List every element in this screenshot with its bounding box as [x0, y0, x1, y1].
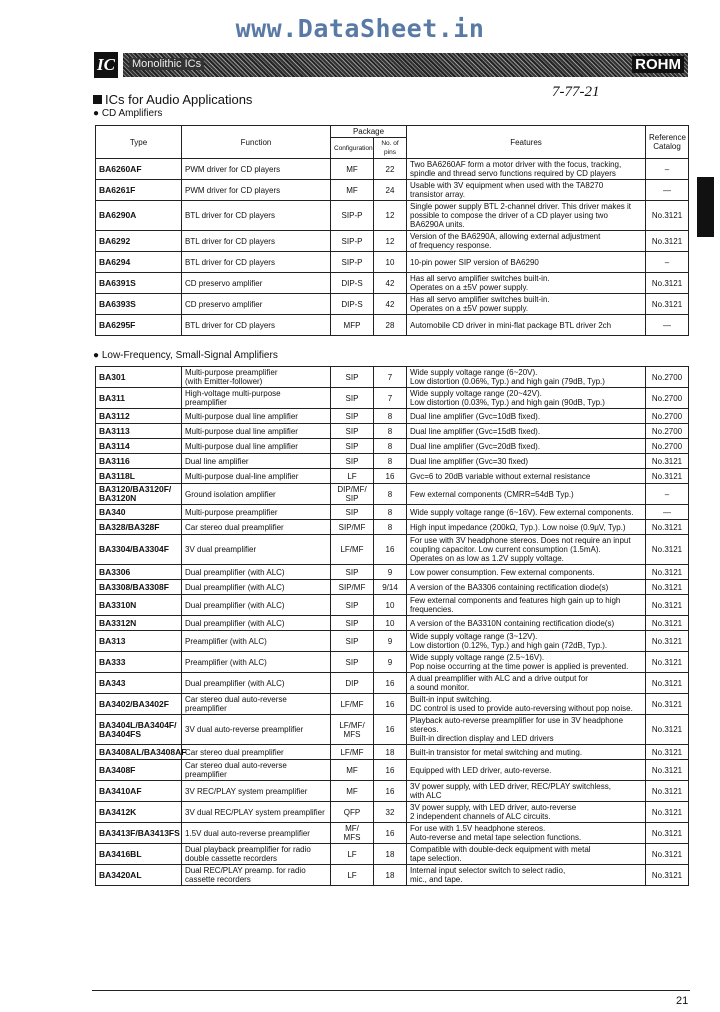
- reference-catalog-cell: No.3121: [646, 565, 689, 580]
- table-row: [96, 505, 689, 520]
- part-number-cell: BA6294: [96, 252, 182, 273]
- pin-count-cell: 8: [374, 424, 407, 439]
- package-config-cell: LF/MF/ MFS: [331, 715, 374, 745]
- table-row: [96, 315, 689, 336]
- part-number-cell: BA3112: [96, 409, 182, 424]
- features-cell: Usable with 3V equipment when used with the TA8270 transistor array.: [407, 180, 646, 201]
- part-number-cell: BA3308/BA3308F: [96, 580, 182, 595]
- package-config-cell: SIP: [331, 565, 374, 580]
- part-number-cell: BA6261F: [96, 180, 182, 201]
- part-number-cell: BA3113: [96, 424, 182, 439]
- pin-count-cell: 9: [374, 565, 407, 580]
- part-number-cell: BA301: [96, 367, 182, 388]
- reference-catalog-cell: No.3121: [646, 580, 689, 595]
- table-row: [96, 484, 689, 505]
- function-cell: Dual preamplifier (with ALC): [182, 595, 331, 616]
- table-row: [96, 469, 689, 484]
- handwritten-code: 7-77-21: [552, 84, 600, 100]
- reference-catalog-cell: No.3121: [646, 844, 689, 865]
- package-config-cell: DIP: [331, 673, 374, 694]
- table-row: [96, 715, 689, 745]
- package-config-cell: SIP: [331, 652, 374, 673]
- pin-count-cell: 8: [374, 409, 407, 424]
- col-ref: Reference Catalog: [646, 126, 689, 159]
- table-row: [96, 694, 689, 715]
- function-cell: Multi-purpose preamplifier (with Emitter-follower): [182, 367, 331, 388]
- reference-catalog-cell: No.3121: [646, 231, 689, 252]
- reference-catalog-cell: No.3121: [646, 745, 689, 760]
- package-config-cell: QFP: [331, 802, 374, 823]
- table-row: [96, 409, 689, 424]
- pin-count-cell: 12: [374, 201, 407, 231]
- function-cell: Dual preamplifier (with ALC): [182, 673, 331, 694]
- table-row: [96, 631, 689, 652]
- table-row: [96, 159, 689, 180]
- table-row: [96, 760, 689, 781]
- lf-amplifiers-table: [95, 366, 689, 886]
- features-cell: Low power consumption. Few external components.: [407, 565, 646, 580]
- pin-count-cell: 10: [374, 252, 407, 273]
- pin-count-cell: 10: [374, 616, 407, 631]
- pin-count-cell: 32: [374, 802, 407, 823]
- features-cell: Dual line amplifier (Gvc=15dB fixed).: [407, 424, 646, 439]
- part-number-cell: BA3120/BA3120F/ BA3120N: [96, 484, 182, 505]
- function-cell: Multi-purpose dual line amplifier: [182, 424, 331, 439]
- table-row: [96, 520, 689, 535]
- function-cell: BTL driver for CD players: [182, 231, 331, 252]
- function-cell: Multi-purpose preamplifier: [182, 505, 331, 520]
- reference-catalog-cell: No.2700: [646, 409, 689, 424]
- table-row: [96, 273, 689, 294]
- table-row: [96, 201, 689, 231]
- rohm-logo: ROHM: [632, 56, 684, 73]
- table-row: [96, 823, 689, 844]
- reference-catalog-cell: No.2700: [646, 367, 689, 388]
- part-number-cell: BA3310N: [96, 595, 182, 616]
- reference-catalog-cell: No.3121: [646, 823, 689, 844]
- package-config-cell: DIP-S: [331, 273, 374, 294]
- features-cell: 3V power supply, with LED driver, auto-reverse 2 independent channels of ALC circuits.: [407, 802, 646, 823]
- pin-count-cell: 9: [374, 652, 407, 673]
- function-cell: Car stereo dual auto-reverse preamplifier: [182, 760, 331, 781]
- package-config-cell: MFP: [331, 315, 374, 336]
- pin-count-cell: 7: [374, 388, 407, 409]
- features-cell: High input impedance (200kΩ, Typ.). Low noise (0.9μV, Typ.): [407, 520, 646, 535]
- function-cell: 3V dual preamplifier: [182, 535, 331, 565]
- function-cell: High-voltage multi-purpose preamplifier: [182, 388, 331, 409]
- pin-count-cell: 42: [374, 294, 407, 315]
- reference-catalog-cell: No.3121: [646, 201, 689, 231]
- part-number-cell: BA3416BL: [96, 844, 182, 865]
- package-config-cell: MF: [331, 180, 374, 201]
- pin-count-cell: 9/14: [374, 580, 407, 595]
- pin-count-cell: 16: [374, 673, 407, 694]
- reference-catalog-cell: —: [646, 180, 689, 201]
- package-config-cell: SIP: [331, 367, 374, 388]
- part-number-cell: BA3404L/BA3404F/ BA3404FS: [96, 715, 182, 745]
- pin-count-cell: 18: [374, 745, 407, 760]
- reference-catalog-cell: No.2700: [646, 439, 689, 454]
- function-cell: Car stereo dual preamplifier: [182, 745, 331, 760]
- features-cell: Few external components and features high gain up to high frequencies.: [407, 595, 646, 616]
- features-cell: Wide supply voltage range (6~16V). Few external components.: [407, 505, 646, 520]
- reference-catalog-cell: No.3121: [646, 694, 689, 715]
- features-cell: Dual line amplifier (Gvc=30 fixed): [407, 454, 646, 469]
- footer-rule: [92, 990, 690, 991]
- part-number-cell: BA3304/BA3304F: [96, 535, 182, 565]
- package-config-cell: SIP/MF: [331, 580, 374, 595]
- package-config-cell: SIP-P: [331, 231, 374, 252]
- reference-catalog-cell: No.2700: [646, 388, 689, 409]
- pin-count-cell: 16: [374, 823, 407, 844]
- banner-title: Monolithic ICs: [129, 58, 204, 70]
- table-row: [96, 454, 689, 469]
- features-cell: A version of the BA3310N containing rectification diode(s): [407, 616, 646, 631]
- function-cell: Dual preamplifier (with ALC): [182, 616, 331, 631]
- reference-catalog-cell: –: [646, 484, 689, 505]
- reference-catalog-cell: No.3121: [646, 802, 689, 823]
- col-type: Type: [96, 126, 182, 159]
- pin-count-cell: 28: [374, 315, 407, 336]
- table-row: [96, 424, 689, 439]
- table-row: [96, 781, 689, 802]
- table-row: [96, 294, 689, 315]
- function-cell: Dual playback preamplifier for radio double cassette recorders: [182, 844, 331, 865]
- package-config-cell: LF: [331, 469, 374, 484]
- function-cell: 3V REC/PLAY system preamplifier: [182, 781, 331, 802]
- pin-count-cell: 8: [374, 484, 407, 505]
- features-cell: Dual line amplifier (Gvc=20dB fixed).: [407, 439, 646, 454]
- package-config-cell: SIP: [331, 454, 374, 469]
- features-cell: Built-in transistor for metal switching and muting.: [407, 745, 646, 760]
- reference-catalog-cell: No.3121: [646, 631, 689, 652]
- features-cell: Built-in input switching. DC control is used to provide auto-reversing without pop noise.: [407, 694, 646, 715]
- table-row: [96, 439, 689, 454]
- pin-count-cell: 8: [374, 505, 407, 520]
- function-cell: BTL driver for CD players: [182, 201, 331, 231]
- reference-catalog-cell: —: [646, 315, 689, 336]
- page-number: 21: [676, 995, 689, 1007]
- table-row: [96, 595, 689, 616]
- pin-count-cell: 16: [374, 760, 407, 781]
- function-cell: Multi-purpose dual-line amplifier: [182, 469, 331, 484]
- cd-amplifiers-table: [95, 125, 689, 336]
- pin-count-cell: 16: [374, 694, 407, 715]
- features-cell: Version of the BA6290A, allowing external adjustment of frequency response.: [407, 231, 646, 252]
- features-cell: Single power supply BTL 2-channel driver. This driver makes it possible to compose the driver of a CD player using two BA6290A units.: [407, 201, 646, 231]
- features-cell: Has all servo amplifier switches built-in. Operates on a ±5V power supply.: [407, 273, 646, 294]
- reference-catalog-cell: No.3121: [646, 273, 689, 294]
- pin-count-cell: 16: [374, 715, 407, 745]
- table-row: [96, 231, 689, 252]
- ic-logo: IC: [94, 52, 118, 78]
- part-number-cell: BA3402/BA3402F: [96, 694, 182, 715]
- reference-catalog-cell: No.3121: [646, 715, 689, 745]
- reference-catalog-cell: No.2700: [646, 424, 689, 439]
- package-config-cell: SIP: [331, 439, 374, 454]
- reference-catalog-cell: No.3121: [646, 294, 689, 315]
- table-row: [96, 652, 689, 673]
- pin-count-cell: 18: [374, 865, 407, 886]
- package-config-cell: SIP: [331, 424, 374, 439]
- col-features: Features: [407, 126, 646, 159]
- part-number-cell: BA3408F: [96, 760, 182, 781]
- pin-count-cell: 18: [374, 844, 407, 865]
- reference-catalog-cell: No.3121: [646, 595, 689, 616]
- function-cell: Car stereo dual auto-reverse preamplifier: [182, 694, 331, 715]
- function-cell: Ground isolation amplifier: [182, 484, 331, 505]
- package-config-cell: SIP/MF: [331, 520, 374, 535]
- part-number-cell: BA3420AL: [96, 865, 182, 886]
- reference-catalog-cell: No.3121: [646, 865, 689, 886]
- function-cell: PWM driver for CD players: [182, 180, 331, 201]
- function-cell: Dual preamplifier (with ALC): [182, 580, 331, 595]
- part-number-cell: BA333: [96, 652, 182, 673]
- features-cell: Equipped with LED driver, auto-reverse.: [407, 760, 646, 781]
- features-cell: A version of the BA3306 containing rectification diode(s): [407, 580, 646, 595]
- table-row: [96, 180, 689, 201]
- function-cell: Multi-purpose dual line amplifier: [182, 439, 331, 454]
- part-number-cell: BA6391S: [96, 273, 182, 294]
- col-function: Function: [182, 126, 331, 159]
- package-config-cell: SIP: [331, 388, 374, 409]
- pin-count-cell: 22: [374, 159, 407, 180]
- table-row: [96, 844, 689, 865]
- package-config-cell: MF/ MFS: [331, 823, 374, 844]
- features-cell: For use with 1.5V headphone stereos. Auto-reverse and metal tape selection functions.: [407, 823, 646, 844]
- square-bullet-icon: [93, 95, 102, 104]
- function-cell: BTL driver for CD players: [182, 315, 331, 336]
- part-number-cell: BA6292: [96, 231, 182, 252]
- pin-count-cell: 10: [374, 595, 407, 616]
- pin-count-cell: 8: [374, 520, 407, 535]
- part-number-cell: BA340: [96, 505, 182, 520]
- package-config-cell: LF/MF: [331, 745, 374, 760]
- reference-catalog-cell: No.3121: [646, 535, 689, 565]
- package-config-cell: SIP: [331, 505, 374, 520]
- cd-heading: ● CD Amplifiers: [93, 108, 163, 119]
- features-cell: Playback auto-reverse preamplifier for use in 3V headphone stereos. Built-in direction display and LED drivers: [407, 715, 646, 745]
- function-cell: 1.5V dual auto-reverse preamplifier: [182, 823, 331, 844]
- package-config-cell: LF: [331, 844, 374, 865]
- table-row: [96, 865, 689, 886]
- features-cell: Compatible with double-deck equipment with metal tape selection.: [407, 844, 646, 865]
- section-index-tab: [697, 177, 714, 237]
- pin-count-cell: 9: [374, 631, 407, 652]
- part-number-cell: BA3412K: [96, 802, 182, 823]
- part-number-cell: BA3312N: [96, 616, 182, 631]
- table-row: [96, 535, 689, 565]
- reference-catalog-cell: —: [646, 505, 689, 520]
- pin-count-cell: 16: [374, 535, 407, 565]
- function-cell: Car stereo dual preamplifier: [182, 520, 331, 535]
- table-row: [96, 367, 689, 388]
- reference-catalog-cell: No.3121: [646, 454, 689, 469]
- reference-catalog-cell: No.3121: [646, 616, 689, 631]
- features-cell: Wide supply voltage range (3~12V). Low distortion (0.12%, Typ.) and high gain (72dB, Typ.).: [407, 631, 646, 652]
- features-cell: Has all servo amplifier switches built-in. Operates on a ±5V power supply.: [407, 294, 646, 315]
- package-config-cell: DIP-S: [331, 294, 374, 315]
- features-cell: Few external components (CMRR=54dB Typ.): [407, 484, 646, 505]
- function-cell: Dual REC/PLAY preamp. for radio cassette recorders: [182, 865, 331, 886]
- part-number-cell: BA6295F: [96, 315, 182, 336]
- part-number-cell: BA3118L: [96, 469, 182, 484]
- section-title-text: ICs for Audio Applications: [105, 92, 253, 107]
- part-number-cell: BA6260AF: [96, 159, 182, 180]
- table-row: [96, 616, 689, 631]
- pin-count-cell: 8: [374, 454, 407, 469]
- function-cell: CD preservo amplifier: [182, 273, 331, 294]
- part-number-cell: BA3413F/BA3413FS: [96, 823, 182, 844]
- package-config-cell: MF: [331, 760, 374, 781]
- features-cell: Wide supply voltage range (6~20V). Low distortion (0.06%, Typ.) and high gain (79dB, Typ.): [407, 367, 646, 388]
- package-config-cell: MF: [331, 159, 374, 180]
- table-row: [96, 673, 689, 694]
- function-cell: Multi-purpose dual line amplifier: [182, 409, 331, 424]
- package-config-cell: SIP: [331, 409, 374, 424]
- features-cell: Gvc=6 to 20dB variable without external resistance: [407, 469, 646, 484]
- reference-catalog-cell: –: [646, 252, 689, 273]
- features-cell: For use with 3V headphone stereos. Does not require an input coupling capacitor. Low current consumption (1.5mA). Operates on as low as 1.2V supply voltage.: [407, 535, 646, 565]
- cd-heading-text: CD Amplifiers: [101, 108, 163, 119]
- function-cell: Dual line amplifier: [182, 454, 331, 469]
- part-number-cell: BA6393S: [96, 294, 182, 315]
- function-cell: Preamplifier (with ALC): [182, 631, 331, 652]
- part-number-cell: BA3114: [96, 439, 182, 454]
- reference-catalog-cell: No.3121: [646, 781, 689, 802]
- reference-catalog-cell: No.3121: [646, 520, 689, 535]
- table-row: [96, 580, 689, 595]
- features-cell: Wide supply voltage range (2.5~16V). Pop noise occurring at the time power is applied is prevented.: [407, 652, 646, 673]
- col-package: Package: [331, 126, 407, 138]
- pin-count-cell: 16: [374, 781, 407, 802]
- package-config-cell: SIP: [331, 595, 374, 616]
- pin-count-cell: 8: [374, 439, 407, 454]
- features-cell: 3V power supply, with LED driver, REC/PLAY switchless, with ALC: [407, 781, 646, 802]
- part-number-cell: BA3116: [96, 454, 182, 469]
- features-cell: 10-pin power SIP version of BA6290: [407, 252, 646, 273]
- package-config-cell: LF/MF: [331, 535, 374, 565]
- pin-count-cell: 24: [374, 180, 407, 201]
- package-config-cell: SIP: [331, 631, 374, 652]
- part-number-cell: BA343: [96, 673, 182, 694]
- reference-catalog-cell: No.3121: [646, 760, 689, 781]
- features-cell: Automobile CD driver in mini-flat package BTL driver 2ch: [407, 315, 646, 336]
- features-cell: Two BA6260AF form a motor driver with the focus, tracking, spindle and thread servo functions required by CD players: [407, 159, 646, 180]
- reference-catalog-cell: No.3121: [646, 652, 689, 673]
- reference-catalog-cell: No.3121: [646, 469, 689, 484]
- features-cell: A dual preamplifier with ALC and a drive output for a sound monitor.: [407, 673, 646, 694]
- function-cell: Preamplifier (with ALC): [182, 652, 331, 673]
- function-cell: 3V dual REC/PLAY system preamplifier: [182, 802, 331, 823]
- pin-count-cell: 16: [374, 469, 407, 484]
- lf-heading-text: Low-Frequency, Small-Signal Amplifiers: [101, 350, 278, 361]
- package-config-cell: MF: [331, 781, 374, 802]
- part-number-cell: BA313: [96, 631, 182, 652]
- section-title: [93, 92, 252, 107]
- features-cell: Dual line amplifier (Gvc=10dB fixed).: [407, 409, 646, 424]
- package-config-cell: DIP/MF/ SIP: [331, 484, 374, 505]
- part-number-cell: BA328/BA328F: [96, 520, 182, 535]
- table-row: [96, 565, 689, 580]
- table-row: [96, 745, 689, 760]
- package-config-cell: LF: [331, 865, 374, 886]
- function-cell: BTL driver for CD players: [182, 252, 331, 273]
- table-row: [96, 252, 689, 273]
- function-cell: CD preservo amplifier: [182, 294, 331, 315]
- header-banner: [123, 53, 688, 77]
- reference-catalog-cell: –: [646, 159, 689, 180]
- col-config: Configuration: [331, 138, 374, 159]
- package-config-cell: LF/MF: [331, 694, 374, 715]
- reference-catalog-cell: No.3121: [646, 673, 689, 694]
- table-row: [96, 388, 689, 409]
- part-number-cell: BA3306: [96, 565, 182, 580]
- part-number-cell: BA6290A: [96, 201, 182, 231]
- function-cell: Dual preamplifier (with ALC): [182, 565, 331, 580]
- watermark-link[interactable]: www.DataSheet.in: [235, 14, 485, 43]
- package-config-cell: SIP: [331, 616, 374, 631]
- col-pins: No. of pins: [374, 138, 407, 159]
- pin-count-cell: 12: [374, 231, 407, 252]
- features-cell: Internal input selector switch to select radio, mic., and tape.: [407, 865, 646, 886]
- lf-heading: ● Low-Frequency, Small-Signal Amplifiers: [93, 350, 278, 361]
- package-config-cell: SIP-P: [331, 201, 374, 231]
- function-cell: PWM driver for CD players: [182, 159, 331, 180]
- pin-count-cell: 42: [374, 273, 407, 294]
- part-number-cell: BA3408AL/BA3408AF: [96, 745, 182, 760]
- features-cell: Wide supply voltage range (20~42V). Low distortion (0.03%, Typ.) and high gain (90dB, Typ.): [407, 388, 646, 409]
- function-cell: 3V dual auto-reverse preamplifier: [182, 715, 331, 745]
- part-number-cell: BA3410AF: [96, 781, 182, 802]
- pin-count-cell: 7: [374, 367, 407, 388]
- table-row: [96, 802, 689, 823]
- part-number-cell: BA311: [96, 388, 182, 409]
- package-config-cell: SIP-P: [331, 252, 374, 273]
